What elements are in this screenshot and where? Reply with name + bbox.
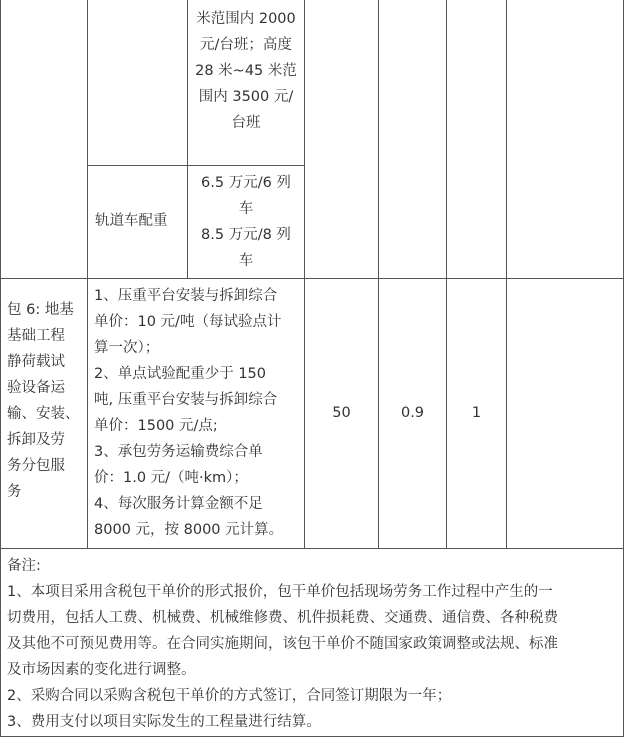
rail-label: 轨道车配重 (95, 213, 168, 229)
col-divider (506, 0, 507, 549)
rail-price-text (188, 170, 304, 274)
text-line: 1、压重平台安装与拆卸综合 (94, 288, 278, 304)
text-line: 米范围内 2000 (196, 11, 296, 27)
row-divider (0, 548, 624, 549)
note-line: 切费用，包括人工费、机械费、机械维修费、机件损耗费、交通费、通信费、各种税费 (7, 610, 558, 626)
package-name (7, 297, 80, 505)
text-line: 台班 (231, 115, 261, 131)
value-cell-2: 0.9 (400, 405, 425, 421)
text-line: 28 米~45 米范 (195, 63, 297, 79)
text-line: 务分包服 (7, 458, 65, 474)
text-line: 单价：1500 元/点; (94, 418, 218, 434)
text-line: 包 6: 地基 (7, 302, 74, 318)
text-line: 拆卸及劳 (7, 432, 65, 448)
text-line: 2、单点试验配重少于 150 (94, 366, 267, 382)
note-line: 及其他不可预见费用等。在合同实施期间，该包干单价不随国家政策调整或法规、标准 (7, 636, 558, 652)
text-line: 算一次）； (94, 340, 160, 356)
value-cell-3: 1 (471, 405, 482, 421)
notes-section (7, 553, 558, 735)
text-line: 4、每次服务计算金额不足 (94, 496, 263, 512)
table-right-border (623, 0, 624, 737)
notes-title: 备注: (7, 558, 41, 574)
note-line: 2、采购合同以采购含税包干单价的方式签订，合同签订期限为一年； (7, 688, 452, 704)
col-divider (378, 0, 379, 549)
text-line: 3、承包劳务运输费综合单 (94, 444, 263, 460)
col-divider (304, 0, 305, 549)
text-line: 吨, 压重平台安装与拆卸综合 (94, 392, 278, 408)
text-line: 6.5 万元/6 列 (201, 175, 291, 191)
text-line: 静荷载试 (7, 354, 65, 370)
note-line: 1、本项目采用含税包干单价的形式报价，包干单价包括现场劳务工作过程中产生的一 (7, 584, 553, 600)
col-divider (446, 0, 447, 549)
table-bottom-border (0, 736, 624, 737)
text-line: 价：1.0 元/（吨·km）； (94, 470, 248, 486)
text-line: 元/台班；高度 (200, 37, 292, 53)
price-cell-text (188, 6, 304, 136)
col-divider (87, 0, 88, 549)
value-cell-1: 50 (332, 405, 351, 421)
row-divider (87, 165, 187, 166)
text-line: 围内 3500 元/ (198, 89, 294, 105)
text-line: 务 (7, 484, 22, 500)
text-line: 基础工程 (7, 328, 65, 344)
row-divider (0, 278, 624, 279)
text-line: 输、安装、 (7, 406, 80, 422)
row-divider (187, 165, 304, 166)
text-line: 8000 元，按 8000 元计算。 (94, 522, 284, 538)
note-line: 及市场因素的变化进行调整。 (7, 662, 196, 678)
text-line: 车 (238, 201, 254, 217)
package-details (94, 283, 283, 543)
note-line: 3、费用支付以项目实际发生的工程量进行结算。 (7, 714, 321, 730)
text-line: 车 (238, 253, 254, 269)
text-line: 验设备运 (7, 380, 65, 396)
text-line: 8.5 万元/8 列 (201, 227, 291, 243)
text-line: 单价：10 元/吨（每试验点计 (94, 314, 282, 330)
table-left-border (0, 0, 1, 737)
